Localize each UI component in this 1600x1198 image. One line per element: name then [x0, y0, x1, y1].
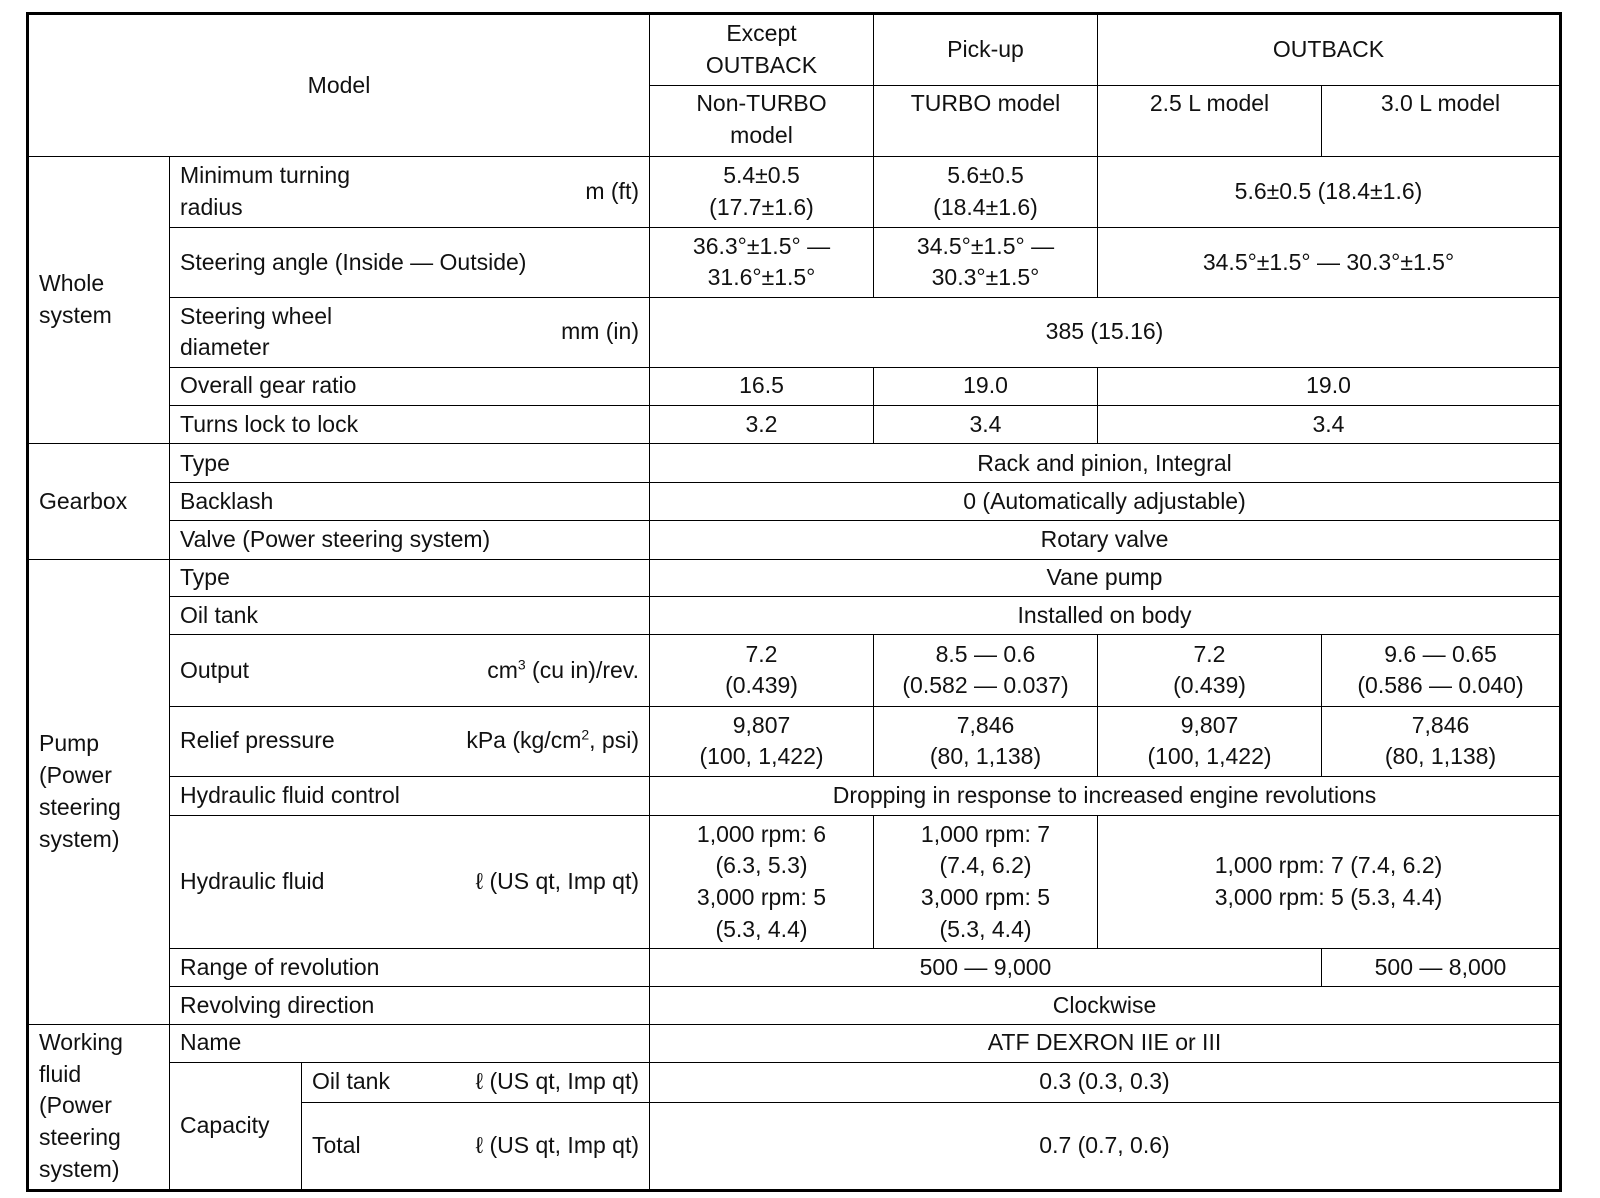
- steering-angle-v3: 34.5°±1.5° — 30.3°±1.5°: [1098, 228, 1561, 297]
- fluid-name-value: ATF DEXRON IIE or III: [650, 1024, 1561, 1062]
- turning-radius-label: Minimum turning radius: [180, 162, 350, 221]
- backlash-label: Backlash: [170, 483, 650, 521]
- header-except-outback: Except OUTBACK: [650, 14, 874, 86]
- range-v2: 500 — 8,000: [1322, 949, 1561, 987]
- header-pickup: Pick-up: [874, 14, 1098, 86]
- gear-ratio-v2: 19.0: [874, 367, 1098, 405]
- wheel-diameter-unit: mm (in): [561, 318, 639, 345]
- relief-unit-b: , psi): [589, 727, 639, 754]
- turning-radius-unit: m (ft): [585, 178, 639, 205]
- output-unit-a: cm: [487, 656, 518, 683]
- direction-value: Clockwise: [650, 987, 1561, 1025]
- header-non-turbo: Non-TURBO model: [650, 86, 874, 156]
- header-3-0l: 3.0 L model: [1322, 86, 1561, 156]
- relief-v3: 9,807 (100, 1,422): [1098, 706, 1322, 776]
- capacity-oil-tank-unit: ℓ (US qt, Imp qt): [475, 1068, 639, 1095]
- capacity-label: Capacity: [170, 1062, 302, 1190]
- relief-label-cell: [170, 706, 650, 776]
- turns-v3: 3.4: [1098, 405, 1561, 444]
- capacity-oil-tank-label: Oil tank: [312, 1068, 390, 1095]
- gearbox-type-value: Rack and pinion, Integral: [650, 444, 1561, 483]
- fluid-control-label: Hydraulic fluid control: [170, 777, 650, 816]
- fluid-label: Hydraulic fluid: [180, 868, 325, 895]
- gearbox-type-label: Type: [170, 444, 650, 483]
- output-v2: 8.5 — 0.6 (0.582 — 0.037): [874, 635, 1098, 706]
- relief-unit: [466, 725, 639, 757]
- fluid-v1: 1,000 rpm: 6 (6.3, 5.3) 3,000 rpm: 5 (5.3, 4.4): [650, 815, 874, 949]
- output-v4: 9.6 — 0.65 (0.586 — 0.040): [1322, 635, 1561, 706]
- turning-radius-v2: 5.6±0.5 (18.4±1.6): [874, 156, 1098, 227]
- range-v1: 500 — 9,000: [650, 949, 1322, 987]
- relief-v4: 7,846 (80, 1,138): [1322, 706, 1561, 776]
- oil-tank-value: Installed on body: [650, 597, 1561, 635]
- fluid-label-cell: [170, 815, 650, 949]
- range-label: Range of revolution: [170, 949, 650, 987]
- relief-v2: 7,846 (80, 1,138): [874, 706, 1098, 776]
- output-label-cell: [170, 635, 650, 706]
- fluid-control-value: Dropping in response to increased engine revolutions: [650, 777, 1561, 816]
- header-turbo: TURBO model: [874, 86, 1098, 156]
- output-unit-b: (cu in)/rev.: [525, 656, 639, 683]
- group-working-fluid: Working fluid (Power steering system): [28, 1024, 170, 1190]
- output-label: Output: [180, 656, 250, 683]
- output-unit: [487, 655, 639, 687]
- valve-label: Valve (Power steering system): [170, 520, 650, 559]
- relief-unit-sup: 2: [581, 726, 590, 743]
- pump-type-label: Type: [170, 559, 650, 597]
- turning-radius-label-cell: [170, 156, 650, 227]
- steering-angle-label: Steering angle (Inside — Outside): [170, 228, 650, 297]
- output-unit-sup: 3: [517, 655, 526, 672]
- relief-unit-a: kPa (kg/cm: [466, 727, 582, 754]
- capacity-oil-tank-label-cell: [302, 1062, 650, 1102]
- turning-radius-v3: 5.6±0.5 (18.4±1.6): [1098, 156, 1561, 227]
- wheel-diameter-value: 385 (15.16): [650, 297, 1561, 367]
- turning-radius-v1: 5.4±0.5 (17.7±1.6): [650, 156, 874, 227]
- turns-v1: 3.2: [650, 405, 874, 444]
- wheel-diameter-label-cell: [170, 297, 650, 367]
- capacity-total-label: Total: [312, 1132, 361, 1159]
- header-2-5l: 2.5 L model: [1098, 86, 1322, 156]
- group-pump: Pump (Power steering system): [28, 559, 170, 1024]
- relief-label: Relief pressure: [180, 727, 335, 754]
- capacity-oil-tank-value: 0.3 (0.3, 0.3): [650, 1062, 1561, 1102]
- steering-angle-v1: 36.3°±1.5° — 31.6°±1.5°: [650, 228, 874, 297]
- capacity-total-value: 0.7 (0.7, 0.6): [650, 1103, 1561, 1191]
- header-model: Model: [28, 14, 650, 157]
- gear-ratio-label: Overall gear ratio: [170, 367, 650, 405]
- steering-spec-table: [26, 12, 1562, 1192]
- fluid-v2: 1,000 rpm: 7 (7.4, 6.2) 3,000 rpm: 5 (5.3, 4.4): [874, 815, 1098, 949]
- group-gearbox: Gearbox: [28, 444, 170, 559]
- header-outback: OUTBACK: [1098, 14, 1561, 86]
- steering-angle-v2: 34.5°±1.5° — 30.3°±1.5°: [874, 228, 1098, 297]
- capacity-total-unit: ℓ (US qt, Imp qt): [475, 1132, 639, 1159]
- pump-type-value: Vane pump: [650, 559, 1561, 597]
- relief-v1: 9,807 (100, 1,422): [650, 706, 874, 776]
- turns-label: Turns lock to lock: [170, 405, 650, 444]
- capacity-total-label-cell: [302, 1103, 650, 1191]
- wheel-diameter-label: Steering wheel diameter: [180, 302, 333, 361]
- oil-tank-label: Oil tank: [170, 597, 650, 635]
- direction-label: Revolving direction: [170, 987, 650, 1025]
- gear-ratio-v3: 19.0: [1098, 367, 1561, 405]
- backlash-value: 0 (Automatically adjustable): [650, 483, 1561, 521]
- output-v3: 7.2 (0.439): [1098, 635, 1322, 706]
- fluid-name-label: Name: [170, 1024, 650, 1062]
- fluid-v3: 1,000 rpm: 7 (7.4, 6.2) 3,000 rpm: 5 (5.3, 4.4): [1098, 815, 1561, 949]
- turns-v2: 3.4: [874, 405, 1098, 444]
- output-v1: 7.2 (0.439): [650, 635, 874, 706]
- gear-ratio-v1: 16.5: [650, 367, 874, 405]
- fluid-unit: ℓ (US qt, Imp qt): [475, 868, 639, 895]
- valve-value: Rotary valve: [650, 520, 1561, 559]
- group-whole-system: Whole system: [28, 156, 170, 444]
